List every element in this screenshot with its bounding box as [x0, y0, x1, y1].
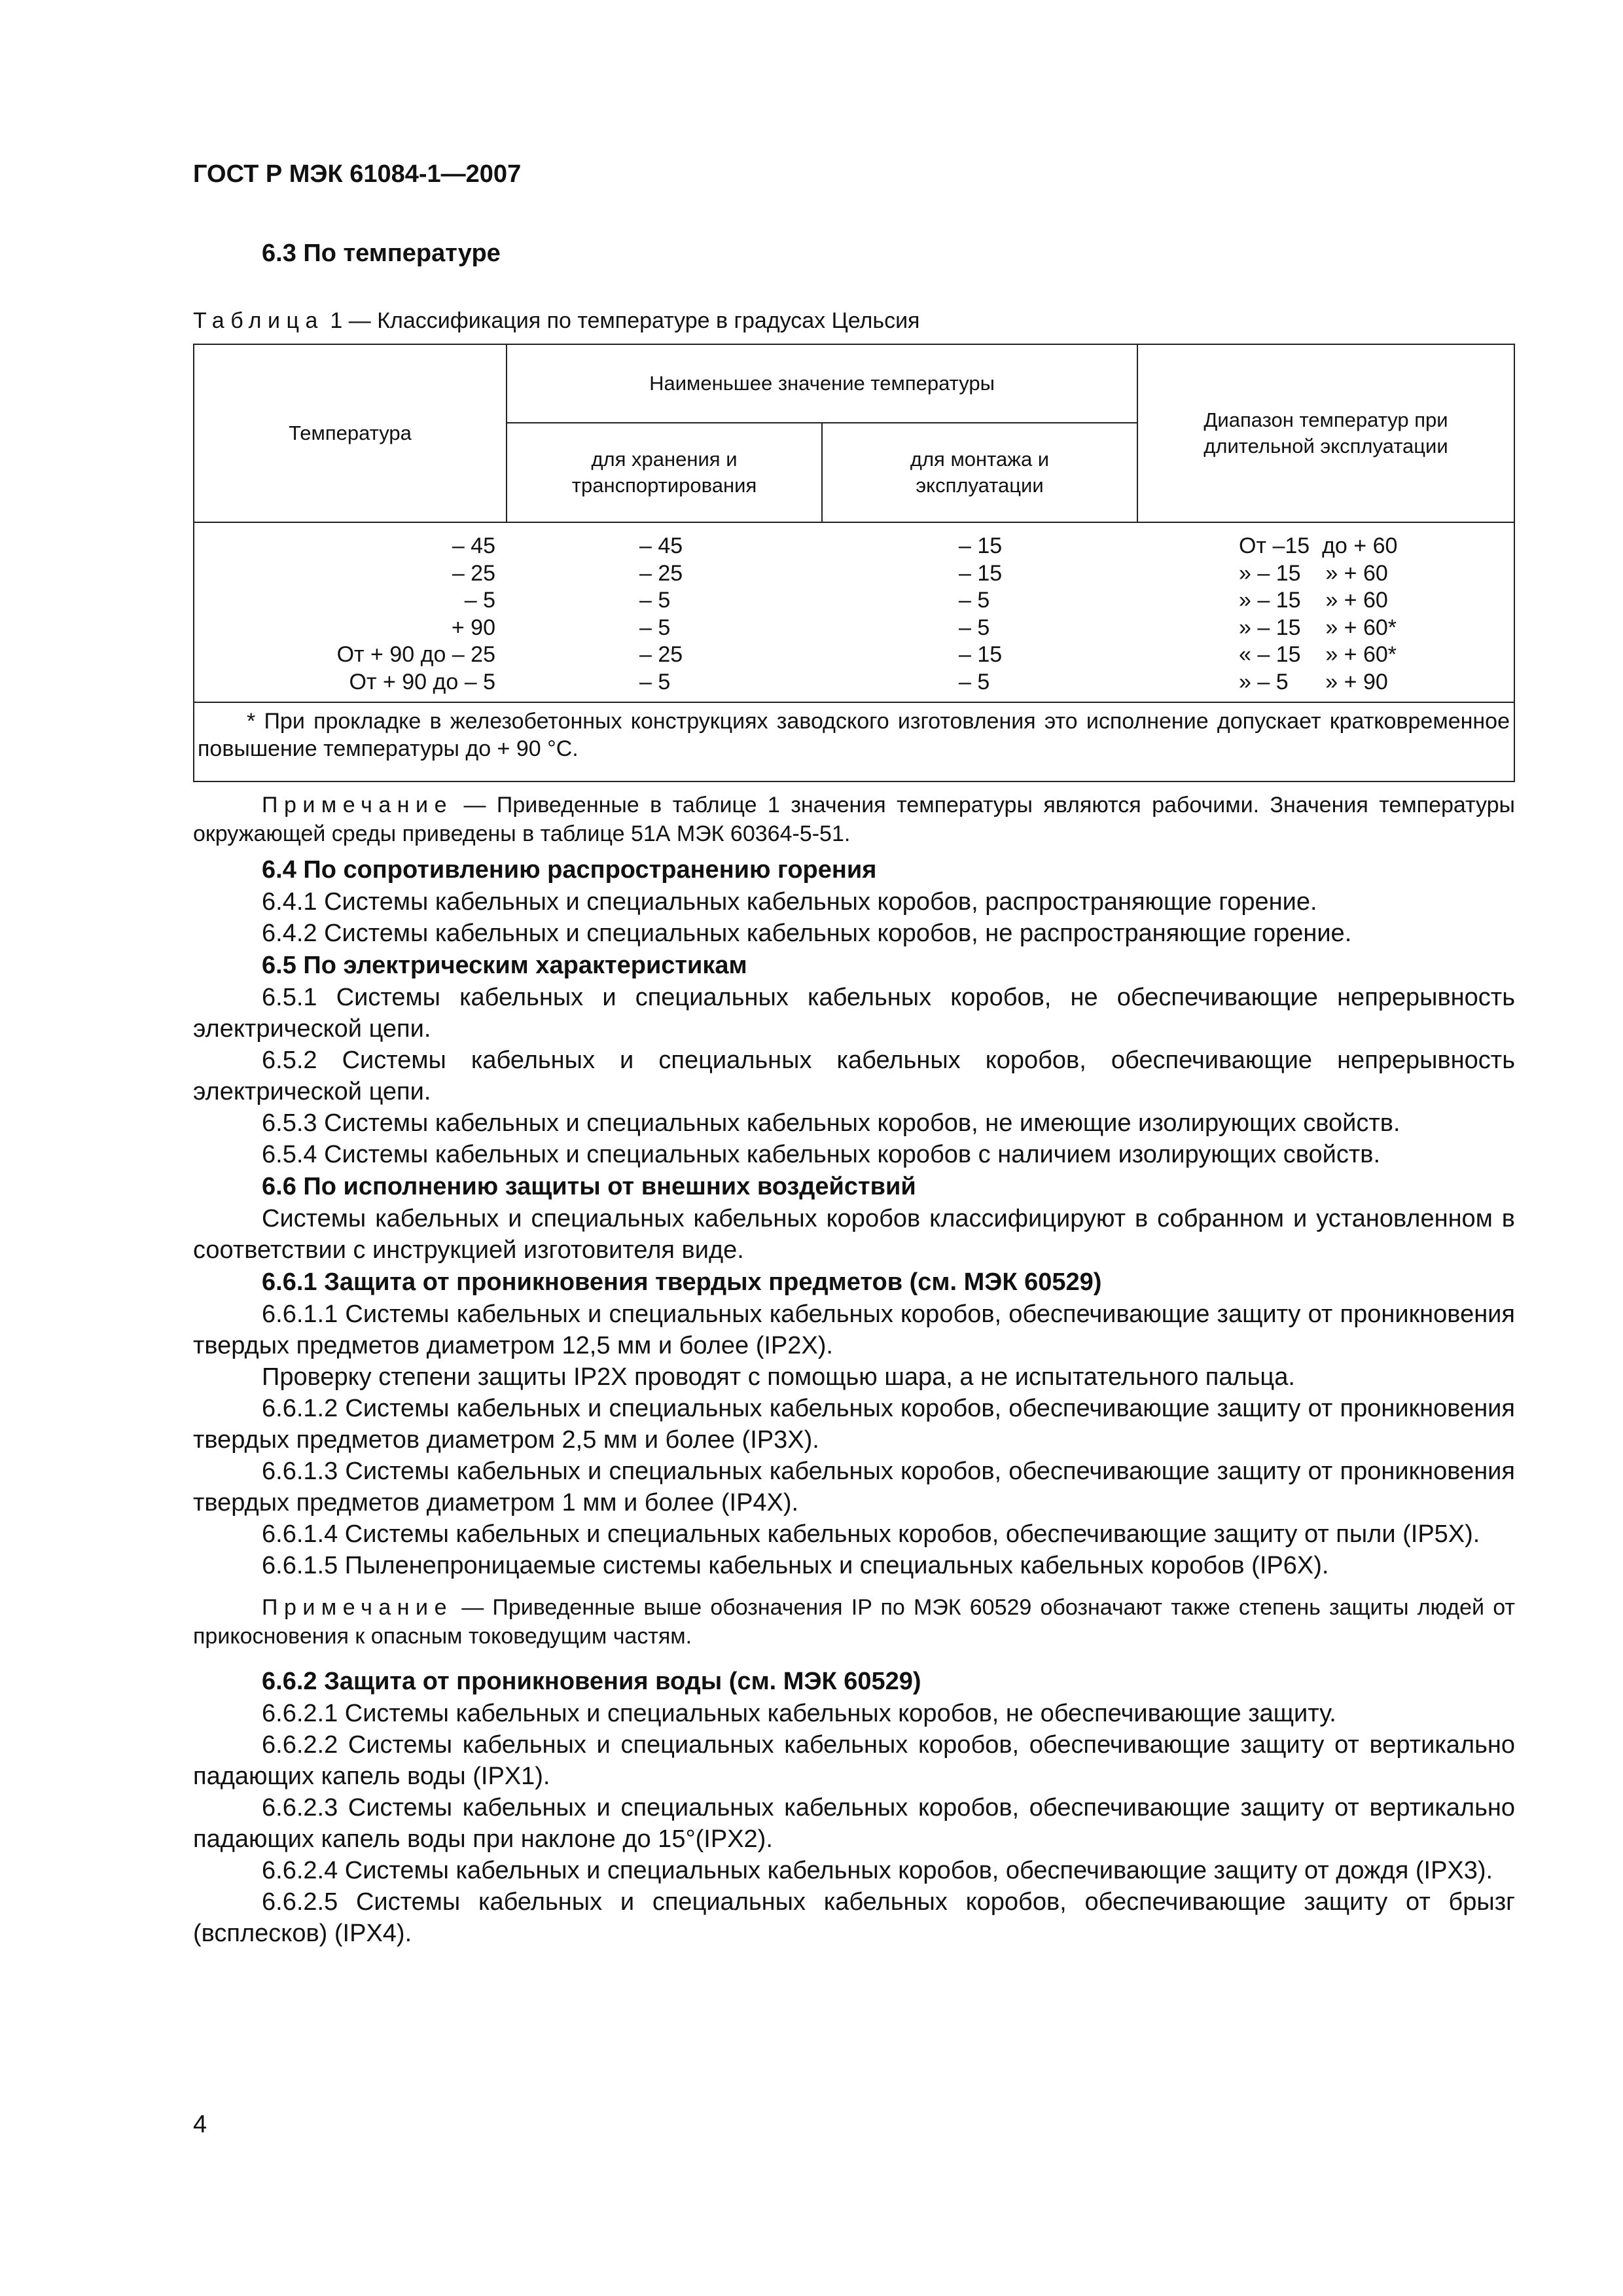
table-cell: – 45 — [452, 533, 495, 558]
table-cell: – 5 — [959, 588, 990, 613]
header-lowest-value: Наименьшее значение температуры — [649, 372, 995, 395]
table-cell: – 5 — [639, 615, 671, 640]
table-cell: – 5 — [959, 615, 990, 640]
table-footnote: * При прокладке в железобетонных конструкциях заводского изготовления это исполнение допускает кратковременное повышение температуры до + 90 °С. — [198, 709, 1510, 761]
note-table-1 — [193, 791, 1515, 848]
document-header: ГОСТ Р МЭК 61084-1—2007 — [193, 160, 522, 188]
table-cell: – 5 — [464, 588, 495, 613]
table-cell: « – 15 » + 60* — [1239, 642, 1397, 667]
table-cell: – 25 — [639, 560, 683, 586]
section-6-4-title: 6.4 По сопротивлению распространению горения — [262, 856, 877, 884]
paragraph-6-6-intro: Системы кабельных и специальных кабельных коробов классифицируют в собранном и установленном в соответствии с инструкцией изготовителя виде. — [193, 1205, 1515, 1264]
table-cell: От –15 до + 60 — [1239, 533, 1398, 558]
page-number: 4 — [193, 2111, 207, 2138]
paragraph-6-6-2-1: 6.6.2.1 Системы кабельных и специальных кабельных коробов, не обеспечивающие защиту. — [262, 1700, 1336, 1727]
section-6-3-title: 6.3 По температуре — [262, 240, 501, 267]
table-cell: – 15 — [959, 642, 1003, 667]
table-cell: От + 90 до – 25 — [336, 642, 495, 667]
column-mounting — [959, 533, 1002, 696]
document-body — [193, 791, 1515, 1949]
table-cell: – 25 — [452, 560, 495, 586]
paragraph-6-6-1-1: 6.6.1.1 Системы кабельных и специальных кабельных коробов, обеспечивающие защиту от проникновения твердых предметов диаметром 12,5 мм и более (IP2X). — [193, 1300, 1515, 1359]
table-cell: – 45 — [639, 533, 683, 558]
table-cell: » – 15 » + 60* — [1239, 615, 1397, 640]
note-label: Примечание — [262, 1595, 453, 1620]
table-cell: » – 15 » + 60 — [1239, 588, 1388, 613]
paragraph-6-6-2-5: 6.6.2.5 Системы кабельных и специальных кабельных коробов, обеспечивающие защиту от брызг (всплесков) (IPX4). — [193, 1888, 1515, 1947]
paragraph-6-4-2: 6.4.2 Системы кабельных и специальных кабельных коробов, не распространяющие горение. — [262, 920, 1352, 947]
header-range: Диапазон температур при длительной эксплуатации — [1204, 408, 1448, 457]
section-6-6-1-title: 6.6.1 Защита от проникновения твердых предметов (см. МЭК 60529) — [262, 1268, 1102, 1296]
paragraph-6-4-1: 6.4.1 Системы кабельных и специальных кабельных коробов, распространяющие горение. — [262, 888, 1317, 916]
column-temperature — [234, 533, 495, 696]
table-cell: – 15 — [959, 533, 1003, 558]
table-caption-text: 1 — Классификация по температуре в градусах Цельсия — [323, 308, 920, 333]
temperature-table — [193, 344, 1515, 782]
table-caption-label: Таблица — [193, 308, 324, 333]
paragraph-6-6-2-2: 6.6.2.2 Системы кабельных и специальных кабельных коробов, обеспечивающие защиту от вертикально падающих капель воды (IPX1). — [193, 1731, 1515, 1790]
table-cell: – 5 — [639, 588, 671, 613]
section-6-6-title: 6.6 По исполнению защиты от внешних воздействий — [262, 1173, 916, 1200]
header-storage: для хранения и транспортирования — [571, 448, 757, 497]
table-cell: + 90 — [451, 615, 495, 640]
table-grid-line — [194, 522, 1514, 523]
paragraph-6-5-1: 6.5.1 Системы кабельных и специальных кабельных коробов, не обеспечивающие непрерывность электрической цепи. — [193, 984, 1515, 1043]
table-cell: – 5 — [959, 669, 990, 694]
header-mounting: для монтажа и эксплуатации — [910, 448, 1050, 497]
paragraph-6-6-2-4: 6.6.2.4 Системы кабельных и специальных кабельных коробов, обеспечивающие защиту от дождя (IPX3). — [262, 1857, 1493, 1884]
paragraph-6-6-1-3: 6.6.1.3 Системы кабельных и специальных кабельных коробов, обеспечивающие защиту от проникновения твердых предметов диаметром 1 мм и более (IP4X). — [193, 1458, 1515, 1516]
header-temperature: Температура — [289, 422, 412, 444]
paragraph-6-5-2: 6.5.2 Системы кабельных и специальных кабельных коробов, обеспечивающие непрерывность электрической цепи. — [193, 1047, 1515, 1105]
column-storage — [639, 533, 683, 696]
note-label: Примечание — [262, 793, 453, 817]
paragraph-6-6-1-5: 6.6.1.5 Пыленепроницаемые системы кабельных и специальных кабельных коробов (IP6X). — [262, 1552, 1329, 1579]
table-cell: – 5 — [639, 669, 671, 694]
paragraph-6-5-3: 6.5.3 Системы кабельных и специальных кабельных коробов, не имеющие изолирующих свойств. — [262, 1109, 1400, 1137]
table-cell: » – 15 » + 60 — [1239, 560, 1388, 586]
table-grid-line — [194, 702, 1514, 703]
section-6-5-title: 6.5 По электрическим характеристикам — [262, 952, 747, 979]
paragraph-6-6-1-check: Проверку степени защиты IP2X проводят с помощью шара, а не испытательного пальца. — [262, 1363, 1295, 1391]
table-caption — [193, 308, 919, 334]
table-cell: » – 5 » + 90 — [1239, 669, 1388, 694]
paragraph-6-6-1-4: 6.6.1.4 Системы кабельных и специальных кабельных коробов, обеспечивающие защиту от пыли (IP5X). — [262, 1520, 1480, 1548]
note-text: — Приведенные в таблице 1 значения температуры являются рабочими. Значения температуры окружающей среды приведены в таблице 51А МЭК 60364-5-51. — [193, 793, 1515, 846]
paragraph-6-6-2-3: 6.6.2.3 Системы кабельных и специальных кабельных коробов, обеспечивающие защиту от вертикально падающих капель воды при наклоне до 15°(IPX2). — [193, 1794, 1515, 1853]
table-cell: – 25 — [639, 642, 683, 667]
column-range — [1239, 533, 1397, 696]
table-cell: От + 90 до – 5 — [349, 669, 495, 694]
note-text: — Приведенные выше обозначения IP по МЭК 60529 обозначают также степень защиты людей от прикосновения к опасным токоведущим частям. — [193, 1595, 1515, 1649]
section-6-6-2-title: 6.6.2 Защита от проникновения воды (см. МЭК 60529) — [262, 1668, 921, 1695]
table-cell: – 15 — [959, 560, 1003, 586]
paragraph-6-6-1-2: 6.6.1.2 Системы кабельных и специальных кабельных коробов, обеспечивающие защиту от проникновения твердых предметов диаметром 2,5 мм и более (IP3X). — [193, 1395, 1515, 1454]
paragraph-6-5-4: 6.5.4 Системы кабельных и специальных кабельных коробов с наличием изолирующих свойств. — [262, 1141, 1381, 1168]
note-ip-codes — [193, 1593, 1515, 1651]
